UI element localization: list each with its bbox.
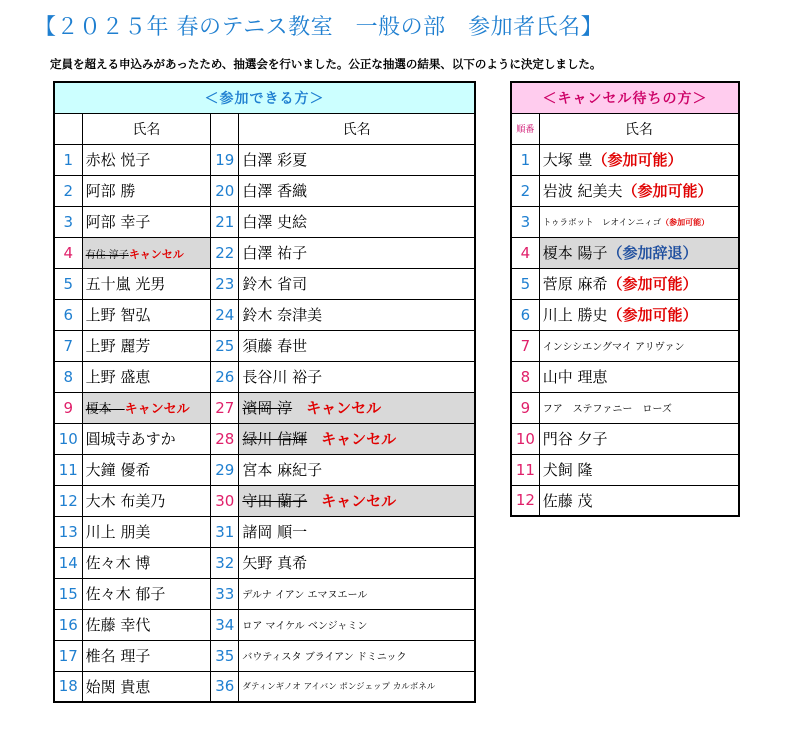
waitlist-order: 10	[511, 423, 539, 454]
participant-number: 25	[211, 330, 239, 361]
participant-name-text: 五十嵐 光男	[85, 275, 166, 293]
participant-number: 29	[211, 454, 239, 485]
participant-name	[239, 609, 475, 640]
participant-name	[239, 268, 475, 299]
table-row	[511, 330, 739, 361]
participant-number: 12	[54, 485, 82, 516]
participant-name	[82, 330, 211, 361]
participant-name-text: 守田 蘭子	[242, 492, 308, 510]
waitlist-name	[539, 330, 739, 361]
status-label: （参加辞退）	[607, 244, 698, 262]
participant-name	[239, 144, 475, 175]
waitlist-order: 3	[511, 206, 539, 237]
participant-name	[239, 423, 475, 454]
participant-name-text: 榎本	[85, 402, 125, 417]
participant-name-text: 須藤 春世	[242, 337, 308, 355]
name-column-header-2: 氏名	[239, 113, 475, 144]
cancel-label: キャンセル	[306, 399, 382, 417]
participant-name-text: 佐々木 郁子	[85, 585, 166, 603]
participant-name	[82, 423, 211, 454]
participant-name	[82, 609, 211, 640]
page-subtitle: 定員を超える申込みがあったため、抽選会を行いました。公正な抽選の結果、以下のように決定しました。	[50, 57, 602, 71]
waitlist-name	[539, 175, 739, 206]
participant-number: 18	[54, 671, 82, 702]
waitlist-name	[539, 299, 739, 330]
waitlist-name-text: フア ステファニー ローズ	[542, 404, 672, 415]
participant-number: 32	[211, 547, 239, 578]
table-row	[511, 144, 739, 175]
participant-name-text: 鈴木 省司	[242, 275, 308, 293]
participant-number: 14	[54, 547, 82, 578]
waitlist-name	[539, 423, 739, 454]
name-column-header: 氏名	[82, 113, 211, 144]
participant-name	[239, 454, 475, 485]
participant-name	[82, 175, 211, 206]
waitlist-name	[539, 361, 739, 392]
table-row	[54, 578, 475, 609]
participant-number: 33	[211, 578, 239, 609]
participant-number: 4	[54, 237, 82, 268]
waitlist-name-text: 大塚 豊	[542, 151, 593, 169]
participant-number: 17	[54, 640, 82, 671]
participant-number: 19	[211, 144, 239, 175]
table-row	[54, 671, 475, 702]
participant-name-text: 椎名 理子	[85, 647, 151, 665]
participant-name-text: デルナ イアン エマヌエール	[242, 590, 368, 601]
participant-number: 9	[54, 392, 82, 423]
participant-name-text: 佐藤 幸代	[85, 616, 151, 634]
participant-number: 2	[54, 175, 82, 206]
participant-number: 11	[54, 454, 82, 485]
participants-header: ＜参加できる方＞	[54, 82, 475, 113]
participant-number: 26	[211, 361, 239, 392]
participant-number: 5	[54, 268, 82, 299]
participant-name	[239, 206, 475, 237]
participant-name-text: 白澤 史絵	[242, 213, 308, 231]
participant-name-text: 緑川 信輝	[242, 430, 308, 448]
participant-name-text: 大木 布美乃	[85, 492, 166, 510]
participant-name	[239, 330, 475, 361]
participant-name-text: バウティスタ ブライアン ドミニック	[242, 652, 407, 663]
waitlist-order: 1	[511, 144, 539, 175]
waitlist-order: 5	[511, 268, 539, 299]
waitlist-name-text: 山中 理恵	[542, 368, 608, 386]
waitlist-name-text: 犬飼 隆	[542, 461, 593, 479]
waitlist-order: 11	[511, 454, 539, 485]
participant-name	[82, 516, 211, 547]
cancel-label: キャンセル	[128, 247, 184, 261]
waitlist-name-text: インシシエングマイ アリヴァン	[542, 342, 685, 353]
table-row	[54, 299, 475, 330]
waitlist-name-text: 岩波 紀美夫	[542, 182, 623, 200]
table-row	[54, 485, 475, 516]
table-row	[511, 361, 739, 392]
participant-number: 15	[54, 578, 82, 609]
table-row	[54, 454, 475, 485]
table-row	[54, 423, 475, 454]
participant-name-text: 白澤 香織	[242, 182, 308, 200]
table-row	[54, 175, 475, 206]
table-row	[54, 237, 475, 268]
waitlist-name-text: 門谷 夕子	[542, 430, 608, 448]
participant-number: 31	[211, 516, 239, 547]
participant-name-text: 赤松 悦子	[85, 151, 151, 169]
number-column-header-2	[211, 113, 239, 144]
waitlist-name	[539, 392, 739, 423]
table-row	[54, 609, 475, 640]
participant-name-text: 圓城寺あすか	[85, 430, 176, 448]
table-row	[54, 361, 475, 392]
waitlist-order: 4	[511, 237, 539, 268]
table-row	[54, 330, 475, 361]
table-row	[54, 144, 475, 175]
participant-number: 8	[54, 361, 82, 392]
participant-name	[82, 454, 211, 485]
participant-name-text: 阿部 勝	[85, 182, 136, 200]
participant-number: 3	[54, 206, 82, 237]
waitlist-name	[539, 206, 739, 237]
participant-name-text: ロア マイケル ベンジャミン	[242, 621, 368, 632]
participant-number: 1	[54, 144, 82, 175]
waitlist-order: 6	[511, 299, 539, 330]
participant-name	[82, 144, 211, 175]
table-row	[54, 392, 475, 423]
table-row	[511, 237, 739, 268]
participant-name-text: 白澤 祐子	[242, 244, 308, 262]
participant-name-text: 鈴木 奈津美	[242, 306, 323, 324]
number-column-header	[54, 113, 82, 144]
table-row	[54, 516, 475, 547]
participant-name	[239, 299, 475, 330]
participant-name	[239, 175, 475, 206]
participant-number: 28	[211, 423, 239, 454]
participant-number: 6	[54, 299, 82, 330]
waitlist-name-text: 菅原 麻希	[542, 275, 608, 293]
waitlist-name	[539, 454, 739, 485]
waitlist-name-text: 川上 勝史	[542, 306, 608, 324]
participant-name-text: 濱岡 淳	[242, 399, 293, 417]
waitlist-order: 7	[511, 330, 539, 361]
waitlist-name	[539, 485, 739, 516]
participant-name	[239, 392, 475, 423]
participant-name	[239, 237, 475, 268]
participant-name-text: 阿部 幸子	[85, 213, 151, 231]
participant-name	[82, 392, 211, 423]
table-row	[511, 299, 739, 330]
participant-name	[239, 485, 475, 516]
status-label: （参加可能）	[622, 182, 713, 200]
waitlist-header: ＜キャンセル待ちの方＞	[511, 82, 739, 113]
cancel-label: キャンセル	[321, 430, 397, 448]
waitlist-name-text: トゥラボット レオインニィゴ	[542, 217, 662, 228]
participant-name	[82, 578, 211, 609]
table-row	[511, 392, 739, 423]
participant-name-text: 上野 智弘	[85, 306, 151, 324]
table-row	[54, 206, 475, 237]
waitlist-name-text: 榎本 陽子	[542, 244, 608, 262]
participant-name-text: ダティンギノオ アイバン ポンジェップ カルボネル	[242, 682, 436, 693]
participant-name-text: 始関 貴恵	[85, 677, 151, 696]
participant-number: 22	[211, 237, 239, 268]
participant-number: 27	[211, 392, 239, 423]
participant-number: 10	[54, 423, 82, 454]
waitlist-order: 2	[511, 175, 539, 206]
participant-name	[82, 268, 211, 299]
table-row	[54, 268, 475, 299]
waitlist-name	[539, 237, 739, 268]
status-label: （参加可能）	[661, 217, 710, 227]
participants-table	[53, 81, 476, 703]
order-column-header: 順番	[511, 113, 539, 144]
participant-name	[239, 361, 475, 392]
participant-name-text: 長谷川 裕子	[242, 368, 323, 386]
participant-name-text: 川上 朋美	[85, 523, 151, 541]
table-row	[511, 206, 739, 237]
cancel-label: キャンセル	[124, 402, 190, 417]
table-row	[511, 454, 739, 485]
participant-name	[239, 640, 475, 671]
participant-number: 13	[54, 516, 82, 547]
waitlist-name-text: 佐藤 茂	[542, 491, 593, 510]
page-title: 【２０２５年 春のテニス教室 一般の部 参加者氏名】	[34, 15, 604, 40]
participant-name-text: 有住 淳子	[85, 249, 129, 261]
participant-name	[239, 516, 475, 547]
table-row	[511, 423, 739, 454]
status-label: （参加可能）	[607, 306, 698, 324]
participant-name	[82, 671, 211, 702]
participant-number: 35	[211, 640, 239, 671]
participant-name-text: 諸岡 順一	[242, 523, 308, 541]
participant-name	[82, 485, 211, 516]
participant-number: 20	[211, 175, 239, 206]
participant-number: 16	[54, 609, 82, 640]
cancel-label: キャンセル	[321, 492, 397, 510]
participant-name	[82, 299, 211, 330]
waitlist-table	[510, 81, 740, 517]
participant-name-text: 白澤 彩夏	[242, 151, 308, 169]
waitlist-order: 12	[511, 485, 539, 516]
participant-name	[82, 640, 211, 671]
table-row	[54, 640, 475, 671]
participant-name	[239, 671, 475, 702]
table-row	[511, 485, 739, 516]
participant-name-text: 上野 盛恵	[85, 368, 151, 386]
status-label: （参加可能）	[592, 151, 683, 169]
participant-name	[82, 206, 211, 237]
participant-number: 23	[211, 268, 239, 299]
participant-name-text: 宮本 麻紀子	[242, 461, 323, 479]
waitlist-order: 9	[511, 392, 539, 423]
waitlist-name-column-header: 氏名	[539, 113, 739, 144]
participant-number: 7	[54, 330, 82, 361]
participant-name-text: 上野 麗芳	[85, 337, 151, 355]
waitlist-name	[539, 268, 739, 299]
participant-number: 30	[211, 485, 239, 516]
waitlist-order: 8	[511, 361, 539, 392]
status-label: （参加可能）	[607, 275, 698, 293]
participant-name	[82, 361, 211, 392]
participant-name	[82, 547, 211, 578]
participant-number: 36	[211, 671, 239, 702]
table-row	[511, 175, 739, 206]
table-row	[511, 268, 739, 299]
participant-name-text: 矢野 真希	[242, 554, 308, 572]
participant-name-text: 佐々木 博	[85, 554, 151, 572]
participant-name-text: 大鐘 優希	[85, 461, 151, 479]
table-row	[54, 547, 475, 578]
participant-number: 24	[211, 299, 239, 330]
participant-name	[82, 237, 211, 268]
waitlist-name	[539, 144, 739, 175]
participant-number: 34	[211, 609, 239, 640]
participant-number: 21	[211, 206, 239, 237]
participant-name	[239, 547, 475, 578]
participant-name	[239, 578, 475, 609]
